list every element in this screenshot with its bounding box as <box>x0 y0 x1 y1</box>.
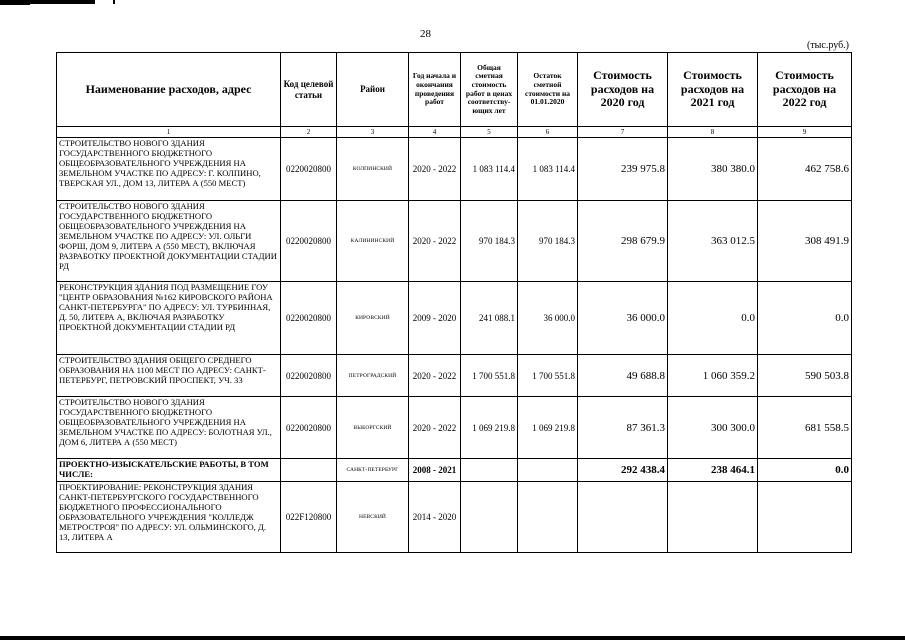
header-years: Год начала и окончания проведения работ <box>409 53 461 127</box>
cell-code: 0220020800 <box>281 201 337 282</box>
cell-remainder <box>518 459 578 482</box>
table-row <box>57 282 852 355</box>
cell-2022: 590 503.8 <box>758 355 852 397</box>
header-remainder: Остаток сметной стоимости на 01.01.2020 <box>518 53 578 127</box>
header-2021: Стоимость расходов на 2021 год <box>668 53 758 127</box>
expenses-table <box>56 52 852 553</box>
cell-total-cost <box>461 481 518 552</box>
cell-2020: 298 679.9 <box>578 201 668 282</box>
cell-years: 2014 - 2020 <box>409 481 461 552</box>
header-total-cost: Общая сметная стоимость работ в ценах соответству-ющих лет <box>461 53 518 127</box>
cell-total-cost: 241 088.1 <box>461 282 518 355</box>
cell-2022: 0.0 <box>758 282 852 355</box>
cell-code: 0220020800 <box>281 355 337 397</box>
cell-2022: 462 758.6 <box>758 138 852 201</box>
cell-district: САНКТ-ПЕТЕРБУРГ <box>337 459 409 482</box>
cell-remainder <box>518 481 578 552</box>
cell-2022 <box>758 481 852 552</box>
cell-years: 2020 - 2022 <box>409 355 461 397</box>
cell-2020: 36 000.0 <box>578 282 668 355</box>
column-number: 8 <box>668 127 758 138</box>
cell-years: 2009 - 2020 <box>409 282 461 355</box>
scan-bottom-edge <box>0 636 905 640</box>
cell-district: КАЛИНИНСКИЙ <box>337 201 409 282</box>
column-number: 1 <box>57 127 281 138</box>
table-row <box>57 201 852 282</box>
cell-years: 2020 - 2022 <box>409 397 461 459</box>
header-district: Район <box>337 53 409 127</box>
cell-district: ВЫБОРГСКИЙ <box>337 397 409 459</box>
cell-total-cost: 1 700 551.8 <box>461 355 518 397</box>
cell-district: КИРОВСКИЙ <box>337 282 409 355</box>
cell-code <box>281 459 337 482</box>
cell-remainder: 36 000.0 <box>518 282 578 355</box>
header-2020: Стоимость расходов на 2020 год <box>578 53 668 127</box>
cell-total-cost: 1 083 114.4 <box>461 138 518 201</box>
table-row <box>57 138 852 201</box>
cell-2021: 380 380.0 <box>668 138 758 201</box>
cell-total-cost: 970 184.3 <box>461 201 518 282</box>
cell-2020: 87 361.3 <box>578 397 668 459</box>
cell-2021: 363 012.5 <box>668 201 758 282</box>
cell-remainder: 1 069 219.8 <box>518 397 578 459</box>
cell-2020 <box>578 481 668 552</box>
header-code: Код целевой статьи <box>281 53 337 127</box>
cell-2020: 239 975.8 <box>578 138 668 201</box>
cell-code: 022F120800 <box>281 481 337 552</box>
header-name: Наименование расходов, адрес <box>57 53 281 127</box>
table-row <box>57 481 852 552</box>
cell-name: ПРОЕКТИРОВАНИЕ: РЕКОНСТРУКЦИЯ ЗДАНИЯ САНКТ-ПЕТЕРБУРГСКОГО ГОСУДАРСТВЕННОГО БЮДЖЕТНОГО ПРОФЕССИОНАЛЬНОГО ОБРАЗОВАТЕЛЬНОГО УЧРЕЖДЕНИЯ "КОЛЛЕДЖ МЕТРОСТРОЯ" ПО АДРЕСУ: УЛ. ОЛЬМИНСКОГО, Д. 13, ЛИТЕРА А <box>57 481 281 552</box>
cell-2021 <box>668 481 758 552</box>
column-number: 3 <box>337 127 409 138</box>
cell-2020: 292 438.4 <box>578 459 668 482</box>
cell-remainder: 1 700 551.8 <box>518 355 578 397</box>
cell-years: 2008 - 2021 <box>409 459 461 482</box>
cell-name: СТРОИТЕЛЬСТВО НОВОГО ЗДАНИЯ ГОСУДАРСТВЕННОГО БЮДЖЕТНОГО ОБЩЕОБРАЗОВАТЕЛЬНОГО УЧРЕЖДЕНИЯ НА ЗЕМЕЛЬНОМ УЧАСТКЕ ПО АДРЕСУ: Г. КОЛПИНО, ТВЕРСКАЯ УЛ., ДОМ 13, ЛИТЕРА А (550 МЕСТ) <box>57 138 281 201</box>
cell-name: ПРОЕКТНО-ИЗЫСКАТЕЛЬСКИЕ РАБОТЫ, В ТОМ ЧИСЛЕ: <box>57 459 281 482</box>
cell-remainder: 970 184.3 <box>518 201 578 282</box>
column-number: 6 <box>518 127 578 138</box>
cell-total-cost: 1 069 219.8 <box>461 397 518 459</box>
column-number: 9 <box>758 127 852 138</box>
table-row <box>57 397 852 459</box>
cell-name: СТРОИТЕЛЬСТВО ЗДАНИЯ ОБЩЕГО СРЕДНЕГО ОБРАЗОВАНИЯ НА 1100 МЕСТ ПО АДРЕСУ: САНКТ-ПЕТЕРБУРГ, ПЕТРОВСКИЙ ПРОСПЕКТ, УЧ. 33 <box>57 355 281 397</box>
cell-2022: 681 558.5 <box>758 397 852 459</box>
cell-code: 0220020800 <box>281 138 337 201</box>
cell-total-cost <box>461 459 518 482</box>
cell-code: 0220020800 <box>281 282 337 355</box>
cell-district: НЕВСКИЙ <box>337 481 409 552</box>
cell-years: 2020 - 2022 <box>409 201 461 282</box>
cell-remainder: 1 083 114.4 <box>518 138 578 201</box>
cell-district: ПЕТРОГРАДСКИЙ <box>337 355 409 397</box>
column-number: 2 <box>281 127 337 138</box>
column-number: 4 <box>409 127 461 138</box>
cell-name: СТРОИТЕЛЬСТВО НОВОГО ЗДАНИЯ ГОСУДАРСТВЕННОГО БЮДЖЕТНОГО ОБЩЕОБРАЗОВАТЕЛЬНОГО УЧРЕЖДЕНИЯ НА ЗЕМЕЛЬНОМ УЧАСТКЕ ПО АДРЕСУ: БОЛОТНАЯ УЛ., ДОМ 6, ЛИТЕРА А (550 МЕСТ) <box>57 397 281 459</box>
cell-district: КОЛПИНСКИЙ <box>337 138 409 201</box>
column-number: 5 <box>461 127 518 138</box>
cell-2021: 0.0 <box>668 282 758 355</box>
table-row <box>57 355 852 397</box>
cell-name: РЕКОНСТРУКЦИЯ ЗДАНИЯ ПОД РАЗМЕЩЕНИЕ ГОУ "ЦЕНТР ОБРАЗОВАНИЯ №162 КИРОВСКОГО РАЙОНА САНКТ-ПЕТЕРБУРГА" ПО АДРЕСУ: УЛ. ТУРБИННАЯ, Д. 50, ЛИТЕРА А, ВКЛЮЧАЯ РАЗРАБОТКУ ПРОЕКТНОЙ ДОКУМЕНТАЦИИ СТАДИИ РД <box>57 282 281 355</box>
cell-name: СТРОИТЕЛЬСТВО НОВОГО ЗДАНИЯ ГОСУДАРСТВЕННОГО БЮДЖЕТНОГО ОБЩЕОБРАЗОВАТЕЛЬНОГО УЧРЕЖДЕНИЯ НА ЗЕМЕЛЬНОМ УЧАСТКЕ ПО АДРЕСУ: УЛ. ОЛЬГИ ФОРШ, ДОМ 9, ЛИТЕРА А (550 МЕСТ), ВКЛЮЧАЯ РАЗРАБОТКУ ПРОЕКТНОЙ ДОКУМЕНТАЦИИ СТАДИИ РД <box>57 201 281 282</box>
cell-code: 0220020800 <box>281 397 337 459</box>
cell-years: 2020 - 2022 <box>409 138 461 201</box>
units-label: (тыс.руб.) <box>806 40 849 51</box>
cell-2021: 238 464.1 <box>668 459 758 482</box>
cell-2021: 1 060 359.2 <box>668 355 758 397</box>
table-row-subtotal <box>57 459 852 482</box>
scan-corner-mark <box>0 0 115 4</box>
cell-2022: 308 491.9 <box>758 201 852 282</box>
column-number: 7 <box>578 127 668 138</box>
cell-2020: 49 688.8 <box>578 355 668 397</box>
page-number: 28 <box>420 28 431 40</box>
header-2022: Стоимость расходов на 2022 год <box>758 53 852 127</box>
cell-2021: 300 300.0 <box>668 397 758 459</box>
cell-2022: 0.0 <box>758 459 852 482</box>
